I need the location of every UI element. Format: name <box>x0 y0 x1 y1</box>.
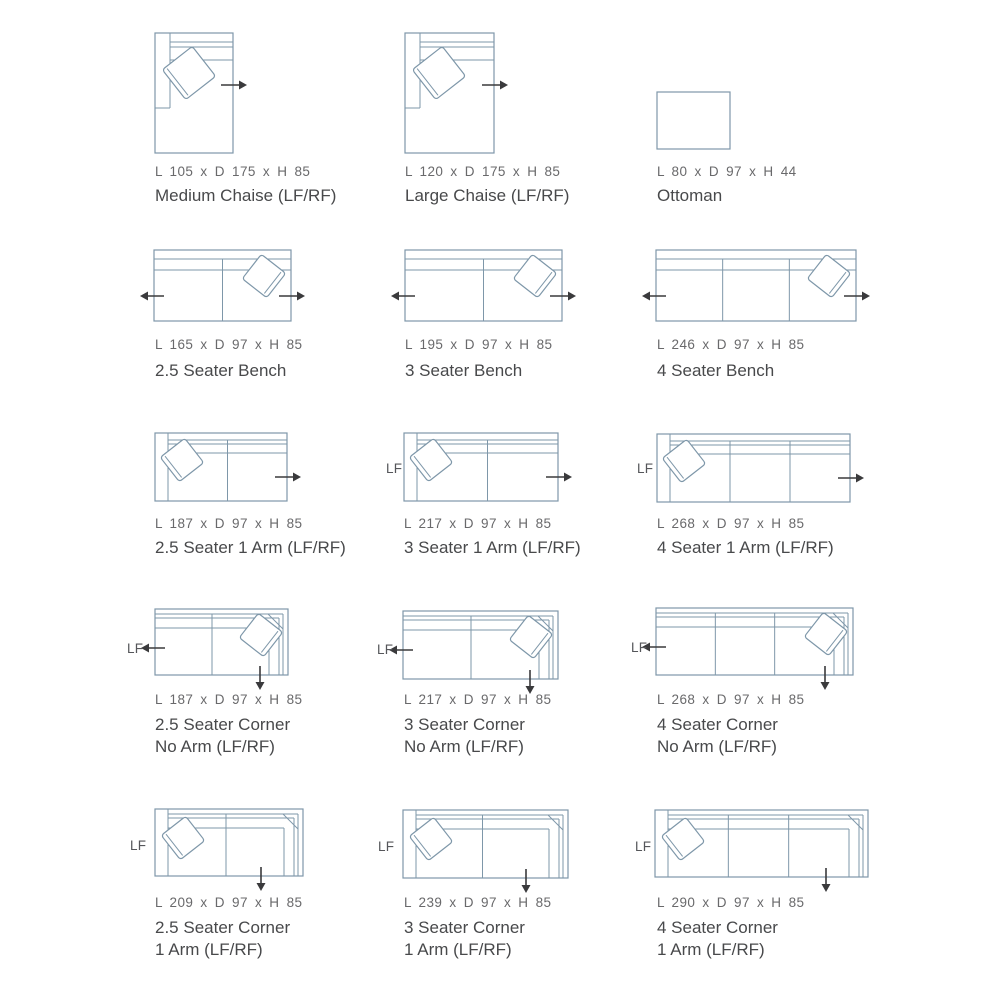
4-seater-bench-diagram <box>626 240 886 351</box>
4-seater-1-arm-dimensions: L 268 x D 97 x H 85 <box>657 516 805 531</box>
3-seater-corner-no-arm-dimensions: L 217 x D 97 x H 85 <box>404 692 552 707</box>
back-pillow-icon <box>239 613 283 657</box>
4-seater-bench-dimensions: L 246 x D 97 x H 85 <box>657 337 805 352</box>
ottoman-name: Ottoman <box>657 186 723 205</box>
back-pillow-icon <box>804 612 848 656</box>
4-seater-bench-name: 4 Seater Bench <box>657 361 775 380</box>
4-seater-corner-no-arm-diagram <box>626 598 883 705</box>
large-chaise-diagram <box>375 23 524 183</box>
3-seater-1-arm-lf-label: LF <box>386 461 403 476</box>
connector-arrow-icon <box>546 473 572 482</box>
ottoman-dimensions: L 80 x D 97 x H 44 <box>657 164 797 179</box>
2-5-seater-1-arm-dimensions: L 187 x D 97 x H 85 <box>155 516 303 531</box>
2-5-seater-corner-no-arm-name: 2.5 Seater Corner No Arm (LF/RF) <box>155 715 291 756</box>
2-5-seater-corner-1-arm-diagram <box>125 799 333 906</box>
connector-arrow-icon <box>844 292 870 301</box>
connector-arrow-icon <box>526 670 535 694</box>
3-seater-corner-no-arm-name: 3 Seater Corner No Arm (LF/RF) <box>404 715 525 756</box>
2-5-seater-corner-1-arm-name: 2.5 Seater Corner 1 Arm (LF/RF) <box>155 918 291 959</box>
3-seater-bench-diagram <box>375 240 592 351</box>
back-pillow-icon <box>807 254 851 298</box>
large-chaise-dimensions: L 120 x D 175 x H 85 <box>405 164 561 179</box>
4-seater-corner-1-arm-diagram <box>625 800 898 907</box>
connector-arrow-icon <box>821 666 830 690</box>
2-5-seater-1-arm-name: 2.5 Seater 1 Arm (LF/RF) <box>155 538 346 557</box>
connector-arrow-icon <box>822 868 831 892</box>
connector-arrow-icon <box>550 292 576 301</box>
back-pillow-icon <box>160 438 204 482</box>
4-seater-corner-1-arm-dimensions: L 290 x D 97 x H 85 <box>657 895 805 910</box>
4-seater-corner-no-arm-dimensions: L 268 x D 97 x H 85 <box>657 692 805 707</box>
medium-chaise-diagram <box>125 23 263 183</box>
4-seater-corner-no-arm-name: 4 Seater Corner No Arm (LF/RF) <box>657 715 778 756</box>
4-seater-1-arm-lf-label: LF <box>637 461 654 476</box>
back-pillow-icon <box>242 254 286 298</box>
connector-arrow-icon <box>838 474 864 483</box>
connector-arrow-icon <box>279 292 305 301</box>
3-seater-1-arm-dimensions: L 217 x D 97 x H 85 <box>404 516 552 531</box>
4-seater-corner-no-arm-lf-label: LF <box>631 640 648 655</box>
2-5-seater-corner-no-arm-diagram <box>125 599 318 705</box>
connector-arrow-icon <box>257 867 266 891</box>
4-seater-corner-1-arm-name: 4 Seater Corner 1 Arm (LF/RF) <box>657 918 778 959</box>
connector-arrow-icon <box>141 644 165 653</box>
connector-arrow-icon <box>391 292 415 301</box>
2-5-seater-bench-dimensions: L 165 x D 97 x H 85 <box>155 337 303 352</box>
back-pillow-icon <box>409 438 453 482</box>
3-seater-corner-1-arm-lf-label: LF <box>378 839 395 854</box>
3-seater-1-arm-name: 3 Seater 1 Arm (LF/RF) <box>404 538 581 557</box>
3-seater-corner-1-arm-name: 3 Seater Corner 1 Arm (LF/RF) <box>404 918 525 959</box>
3-seater-1-arm-diagram <box>374 423 588 531</box>
3-seater-bench-dimensions: L 195 x D 97 x H 85 <box>405 337 553 352</box>
2-5-seater-corner-1-arm-lf-label: LF <box>130 838 147 853</box>
3-seater-corner-1-arm-diagram <box>373 800 598 908</box>
2-5-seater-corner-1-arm-dimensions: L 209 x D 97 x H 85 <box>155 895 303 910</box>
4-seater-1-arm-name: 4 Seater 1 Arm (LF/RF) <box>657 538 834 557</box>
connector-arrow-icon <box>221 81 247 90</box>
medium-chaise-name: Medium Chaise (LF/RF) <box>155 186 337 205</box>
4-seater-corner-1-arm-lf-label: LF <box>635 839 652 854</box>
connector-arrow-icon <box>522 869 531 893</box>
2-5-seater-1-arm-diagram <box>125 423 317 531</box>
medium-chaise-dimensions: L 105 x D 175 x H 85 <box>155 164 311 179</box>
connector-arrow-icon <box>256 666 265 690</box>
3-seater-corner-no-arm-lf-label: LF <box>377 642 394 657</box>
3-seater-corner-1-arm-dimensions: L 239 x D 97 x H 85 <box>404 895 552 910</box>
2-5-seater-corner-no-arm-dimensions: L 187 x D 97 x H 85 <box>155 692 303 707</box>
connector-arrow-icon <box>140 292 164 301</box>
connector-arrow-icon <box>642 292 666 301</box>
2-5-seater-corner-no-arm-lf-label: LF <box>127 641 144 656</box>
2-5-seater-bench-diagram <box>124 240 321 351</box>
2-5-seater-bench-name: 2.5 Seater Bench <box>155 361 287 380</box>
back-pillow-icon <box>513 254 557 298</box>
connector-arrow-icon <box>275 473 301 482</box>
back-pillow-icon <box>509 615 553 659</box>
3-seater-bench-name: 3 Seater Bench <box>405 361 523 380</box>
back-pillow-icon <box>662 439 706 483</box>
connector-arrow-icon <box>482 81 508 90</box>
large-chaise-name: Large Chaise (LF/RF) <box>405 186 570 205</box>
